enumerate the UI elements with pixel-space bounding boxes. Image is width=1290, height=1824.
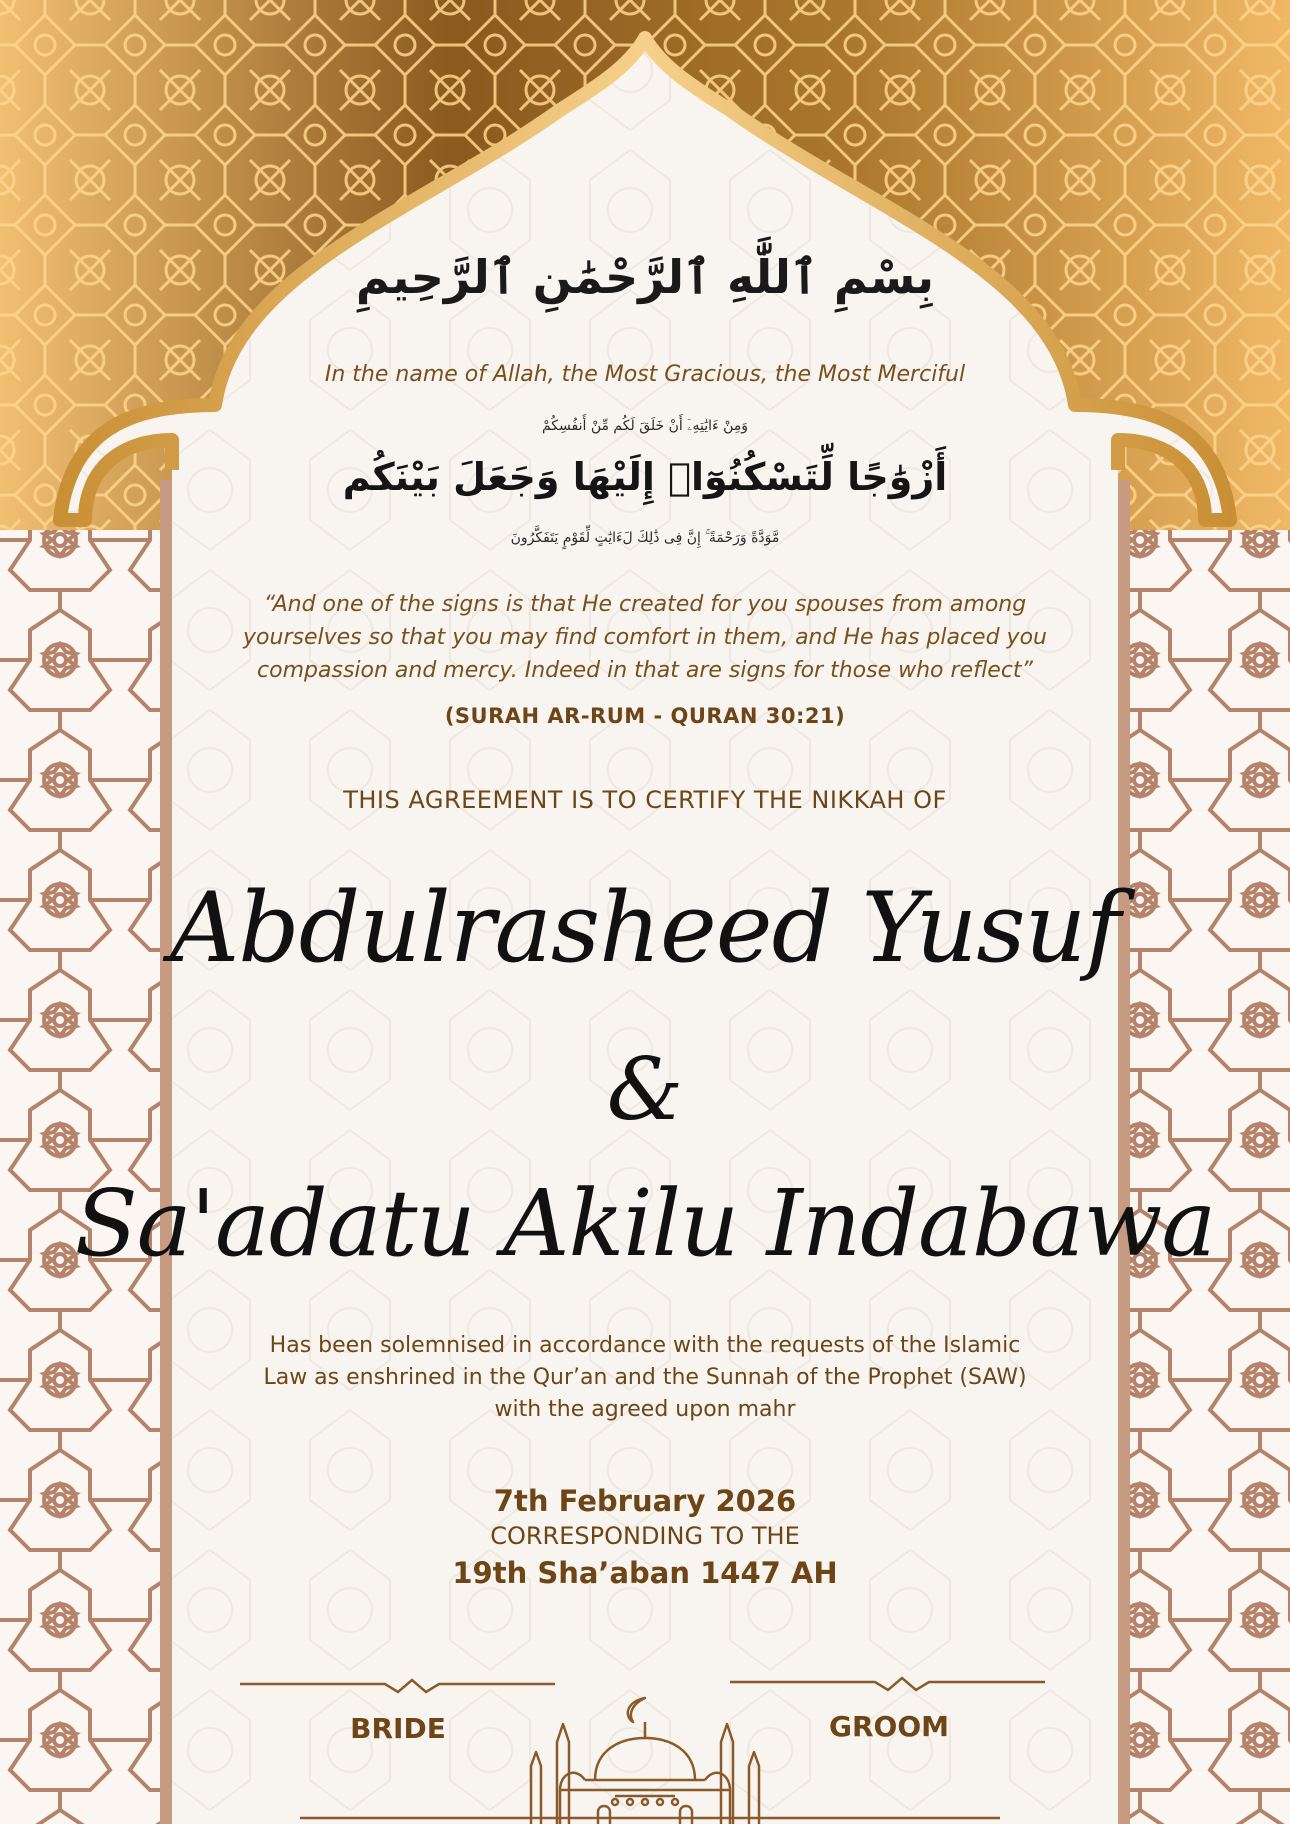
ayah-translation-line: “And one of the signs is that He created for you spouses from among: [263, 592, 1027, 617]
ayah-translation-line: yourselves so that you may find comfort in them, and He has placed you: [243, 625, 1047, 650]
groom-name: Abdulrasheed Yusuf: [169, 872, 1121, 984]
ayah-line-bottom: مَّوَدَّةً وَرَحْمَةً ۚ إِنَّ فِى ذَٰلِكَ لَءَايَٰتٍ لِّقَوْمٍ يَتَفَكَّرُونَ: [510, 530, 780, 546]
certify-heading: THIS AGREEMENT IS TO CERTIFY THE NIKKAH OF: [343, 786, 947, 814]
bride-signature-label: BRIDE: [350, 1712, 446, 1745]
statement-line: Law as enshrined in the Qur’an and the Sunnah of the Prophet (SAW): [263, 1365, 1027, 1390]
gregorian-date: 7th February 2026: [493, 1484, 797, 1518]
statement-line: with the agreed upon mahr: [494, 1397, 796, 1422]
ayah-translation-line: compassion and mercy. Indeed in that are signs for those who reflect”: [257, 658, 1033, 683]
basmala-translation: In the name of Allah, the Most Gracious, the Most Merciful: [324, 362, 966, 387]
ayah-line-main: أَزْوَٰجًا لِّتَسْكُنُوٓا۟ إِلَيْهَا وَجَعَلَ بَيْنَكُم: [342, 455, 948, 499]
bride-name: Sa'adatu Akilu Indabawa: [74, 1170, 1216, 1277]
hijri-date: 19th Sha’aban 1447 AH: [452, 1556, 838, 1590]
ayah-line-top: وَمِنْ ءَايَٰتِهِۦٓ أَنْ خَلَقَ لَكُم مِّنْ أَنفُسِكُمْ: [541, 418, 749, 434]
ampersand: &: [606, 1040, 684, 1140]
statement-line: Has been solemnised in accordance with the requests of the Islamic: [269, 1333, 1021, 1358]
groom-signature-label: GROOM: [828, 1710, 949, 1743]
ayah-reference: (SURAH AR-RUM - QURAN 30:21): [444, 704, 846, 728]
basmala-arabic: بِسْمِ ٱللَّٰهِ ٱلرَّحْمَٰنِ ٱلرَّحِيمِ: [355, 250, 935, 304]
corresponding-text: CORRESPONDING TO THE: [490, 1522, 800, 1550]
